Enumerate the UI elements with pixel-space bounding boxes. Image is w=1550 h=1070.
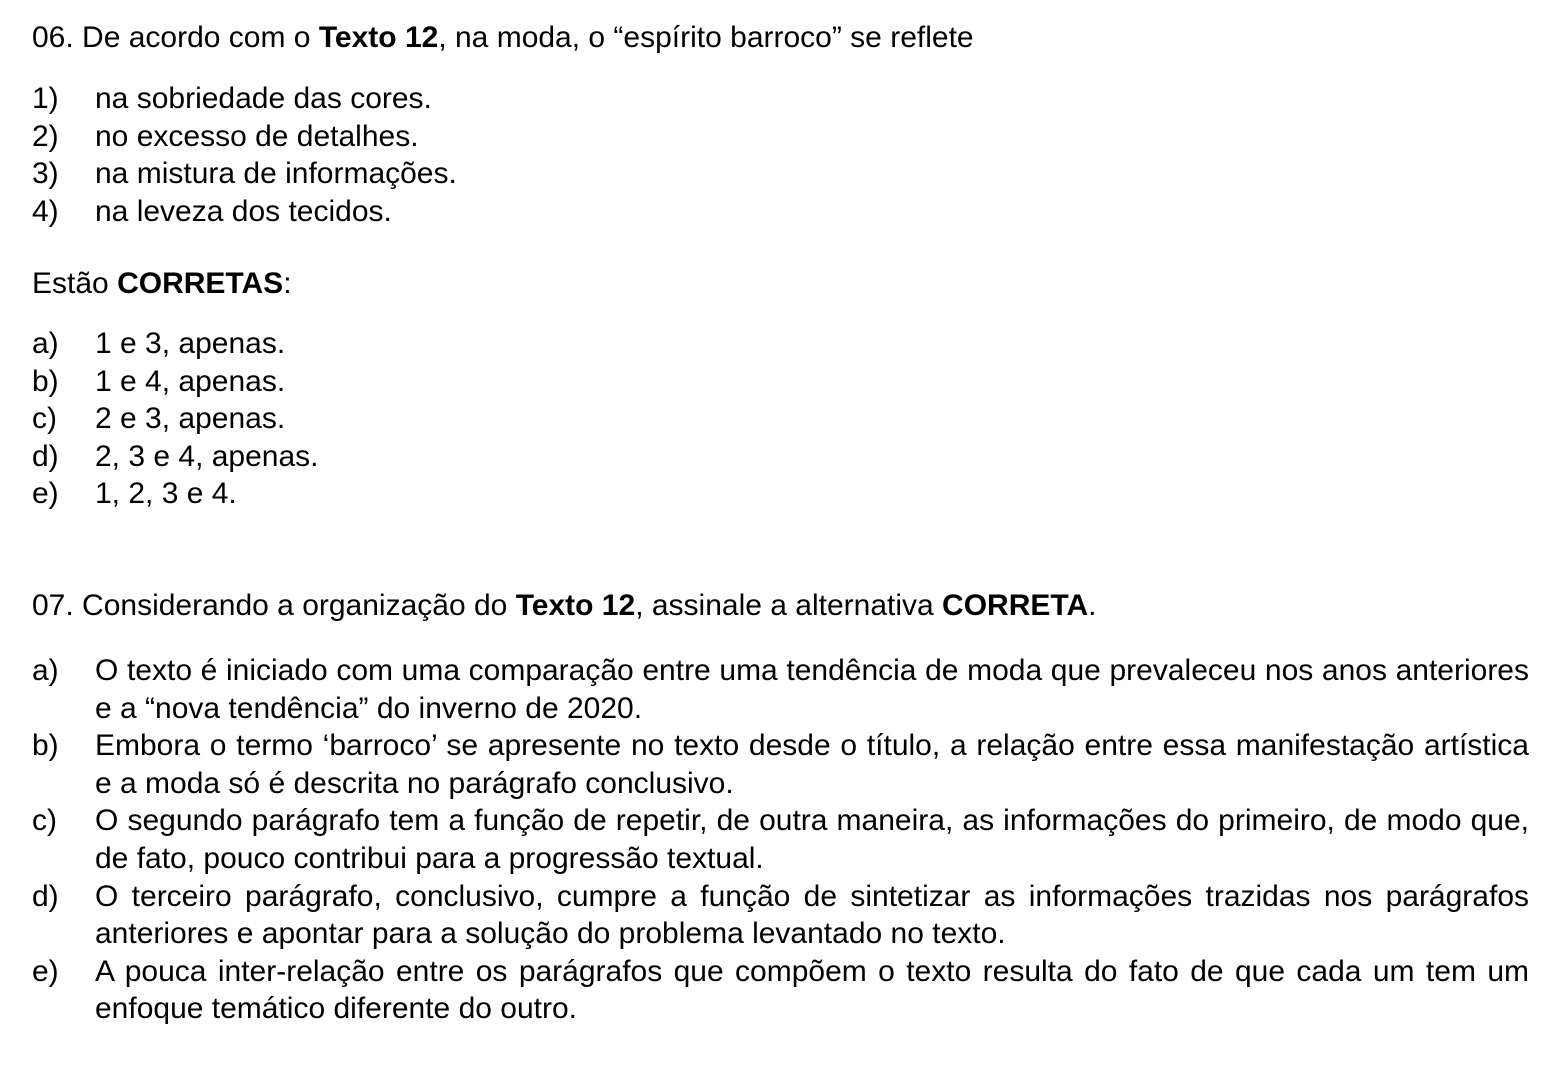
option-c[interactable] bbox=[32, 802, 1529, 877]
option-e[interactable] bbox=[32, 953, 1529, 1028]
question-06-stem bbox=[32, 20, 1528, 56]
option-a[interactable] bbox=[32, 325, 319, 363]
option-text: 2, 3 e 4, apenas. bbox=[95, 439, 319, 473]
question-06-stem-pre: 06. De acordo com o bbox=[32, 21, 319, 54]
statement-text: na mistura de informações. bbox=[95, 157, 457, 190]
option-text: 2 e 3, apenas. bbox=[95, 402, 286, 435]
question-07-stem-mid: , assinale a alternativa bbox=[635, 589, 943, 622]
option-label: a) bbox=[32, 327, 59, 360]
question-06-prompt bbox=[32, 266, 1528, 302]
question-07-stem bbox=[32, 588, 1528, 624]
question-06-statements bbox=[32, 80, 457, 230]
option-label: c) bbox=[32, 402, 57, 435]
statement-1 bbox=[32, 80, 457, 118]
question-07-stem-post: . bbox=[1088, 589, 1097, 622]
option-e[interactable] bbox=[32, 475, 319, 513]
statement-text: na leveza dos tecidos. bbox=[95, 194, 392, 228]
option-text: 1 e 4, apenas. bbox=[95, 364, 286, 398]
option-text: A pouca inter-relação entre os parágrafos que compõem o texto resulta do fato de que cada um tem um enfoque temático diferente do outro. bbox=[95, 954, 1529, 1026]
question-06-stem-post: , na moda, o “espírito barroco” se reflete bbox=[438, 21, 974, 54]
option-d[interactable] bbox=[32, 878, 1529, 953]
option-text: O segundo parágrafo tem a função de repetir, de outra maneira, as informações do primeiro, de modo que, de fato, pouco contribui para a progressão textual. bbox=[95, 804, 1529, 875]
option-b[interactable] bbox=[32, 727, 1529, 802]
option-text: O texto é iniciado com uma comparação entre uma tendência de moda que prevaleceu nos anos anteriores e a “nova tendência” do inverno de 2020. bbox=[95, 654, 1529, 725]
option-text: 1, 2, 3 e 4. bbox=[95, 477, 237, 510]
option-text: Embora o termo ‘barroco’ se apresente no texto desde o título, a relação entre essa manifestação artística e a moda só é descrita no parágrafo conclusivo. bbox=[95, 729, 1529, 800]
statement-3 bbox=[32, 155, 457, 193]
option-label: a) bbox=[32, 654, 59, 687]
statement-label: 4) bbox=[32, 194, 59, 228]
question-06-options bbox=[32, 325, 319, 513]
prompt-pre: Estão bbox=[32, 267, 118, 300]
question-07-options bbox=[32, 652, 1529, 1028]
statement-label: 2) bbox=[32, 119, 59, 153]
option-label: c) bbox=[32, 804, 57, 838]
option-label: e) bbox=[32, 477, 59, 510]
option-a[interactable] bbox=[32, 652, 1529, 727]
statement-text: no excesso de detalhes. bbox=[95, 119, 419, 153]
statement-label: 3) bbox=[32, 157, 59, 190]
question-07-stem-pre: 07. Considerando a organização do bbox=[32, 589, 516, 622]
option-label: b) bbox=[32, 729, 59, 763]
prompt-post: : bbox=[283, 267, 292, 300]
option-d[interactable] bbox=[32, 438, 319, 476]
option-label: d) bbox=[32, 879, 59, 913]
option-text: O terceiro parágrafo, conclusivo, cumpre a função de sintetizar as informações trazidas nos parágrafos anteriores e apontar para a solução do problema levantado no texto. bbox=[95, 879, 1529, 951]
question-07-correct-word: CORRETA bbox=[942, 589, 1089, 622]
question-07-text-ref: Texto 12 bbox=[515, 589, 636, 622]
statement-label: 1) bbox=[32, 82, 59, 115]
prompt-bold: CORRETAS bbox=[117, 267, 284, 300]
statement-4 bbox=[32, 193, 457, 231]
question-06-text-ref: Texto 12 bbox=[318, 21, 439, 54]
option-b[interactable] bbox=[32, 363, 319, 401]
option-label: e) bbox=[32, 954, 59, 988]
statement-2 bbox=[32, 118, 457, 156]
option-label: b) bbox=[32, 364, 59, 398]
statement-text: na sobriedade das cores. bbox=[95, 82, 432, 115]
option-text: 1 e 3, apenas. bbox=[95, 327, 286, 360]
option-c[interactable] bbox=[32, 400, 319, 438]
option-label: d) bbox=[32, 439, 59, 473]
